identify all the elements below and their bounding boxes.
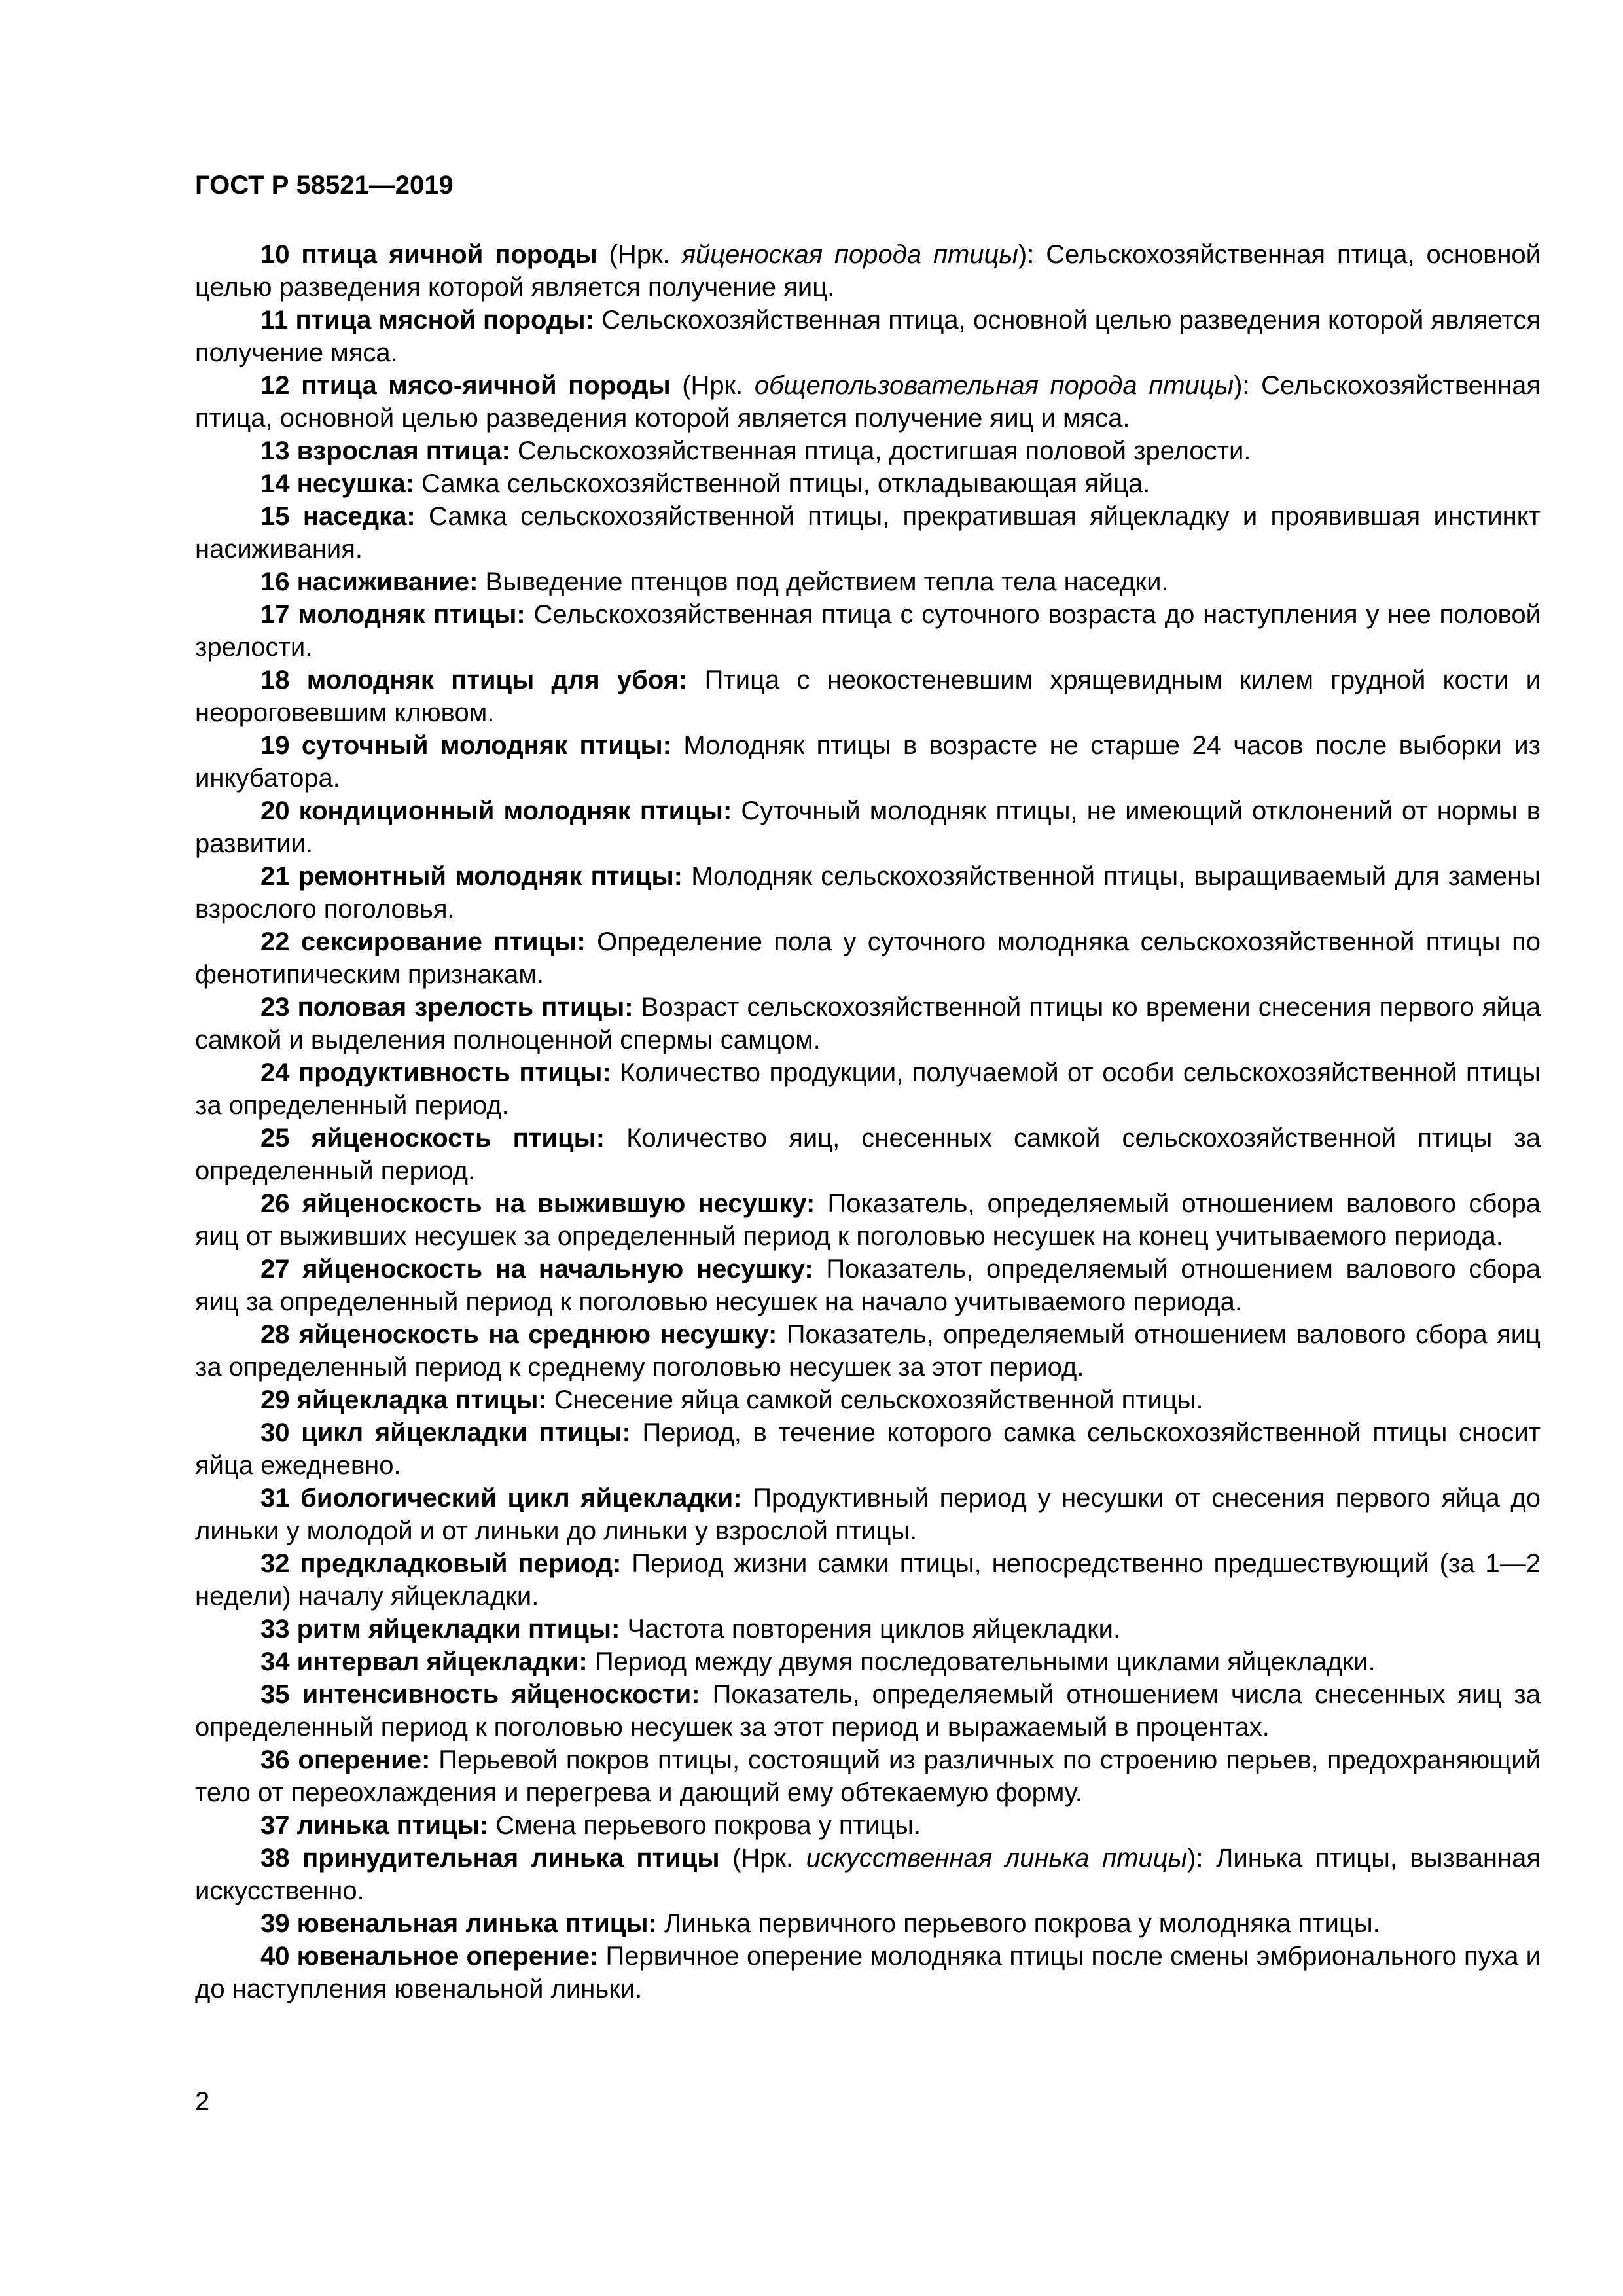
term-definition: Период жизни самки птицы, непосредственно предшествующий (за 1—2 недели) началу яйцекладки. [195, 1549, 1541, 1611]
term-entry-27 [195, 1253, 1541, 1318]
term-definition: Линька первичного перьевого покрова у молодняка птицы. [664, 1909, 1380, 1938]
term-definition: Суточный молодняк птицы, не имеющий отклонений от нормы в развитии. [195, 797, 1541, 858]
term-entry-12: 12 птица мясо-яичной породы (Нрк. общепользовательная порода птицы): Сельскохозяйственная птица, основной целью разведения которой является получение яиц и мяса. [195, 371, 1541, 433]
term-entry-23 [195, 991, 1541, 1056]
term-definition: Смена перьевого покрова у птицы. [495, 1811, 921, 1840]
term-definition: Показатель, определяемый отношением валового сбора яиц от выживших несушек за определенный период к поголовью несушек на конец учитываемого периода. [195, 1189, 1541, 1251]
term-entry-38: 38 принудительная линька птицы (Нрк. искусственная линька птицы): Линька птицы, вызванная искусственно. [195, 1844, 1541, 1905]
term-definition: Молодняк сельскохозяйственной птицы, выращиваемый для замены взрослого поголовья. [195, 862, 1541, 924]
term-entry-22 [195, 925, 1541, 991]
term-entry-33 [195, 1613, 1541, 1645]
term-definition: Определение пола у суточного молодняка сельскохозяйственной птицы по фенотипическим признакам. [195, 927, 1541, 989]
document-header: ГОСТ Р 58521—2019 [195, 171, 454, 200]
term-entry-39 [195, 1907, 1541, 1940]
term-entry-18 [195, 664, 1541, 729]
term-definition: Период, в течение которого самка сельскохозяйственной птицы сносит яйца ежедневно. [195, 1418, 1541, 1480]
deprecated-term: яйценоская порода птицы [681, 240, 1018, 269]
term-definition: Сельскохозяйственная птица, основной целью разведения которой является получение мяса. [195, 306, 1541, 367]
term-definition: Показатель, определяемый отношением валового сбора яиц за определенный период к среднему поголовью несушек за этот период. [195, 1320, 1541, 1382]
term-title: 17 молодняк птицы: [260, 600, 526, 629]
term-entry-31 [195, 1482, 1541, 1547]
term-title: 20 кондиционный молодняк птицы: [260, 797, 732, 825]
term-title: 16 насиживание: [260, 567, 478, 596]
term-definition: Показатель, определяемый отношением валового сбора яиц за определенный период к поголовью несушек на начало учитываемого периода. [195, 1255, 1541, 1316]
term-entry-28 [195, 1318, 1541, 1384]
term-title: 25 яйценоскость птицы: [260, 1124, 605, 1153]
page-number: 2 [195, 2087, 210, 2116]
term-definition: Молодняк птицы в возрасте не старше 24 часов после выборки из инкубатора. [195, 731, 1541, 793]
term-definition: Сельскохозяйственная птица, основной целью разведения которой является получение яиц и мяса. [195, 371, 1541, 433]
terms-list [195, 238, 1541, 2005]
term-entry-15 [195, 500, 1541, 565]
term-definition: Количество продукции, получаемой от особи сельскохозяйственной птицы за определенный период. [195, 1058, 1541, 1120]
term-title: 10 птица яичной породы [260, 240, 597, 269]
term-title: 21 ремонтный молодняк птицы: [260, 862, 683, 891]
term-entry-24 [195, 1056, 1541, 1122]
term-entry-17 [195, 598, 1541, 664]
term-title: 28 яйценоскость на среднюю несушку: [260, 1320, 777, 1349]
term-definition: Самка сельскохозяйственной птицы, откладывающая яйца. [421, 469, 1150, 498]
term-definition: Выведение птенцов под действием тепла тела наседки. [485, 567, 1169, 596]
term-definition: Частота повторения циклов яйцекладки. [627, 1615, 1121, 1643]
term-title: 34 интервал яйцекладки: [260, 1647, 588, 1676]
term-definition: Возраст сельскохозяйственной птицы ко времени снесения первого яйца самкой и выделения полноценной спермы самцом. [195, 993, 1541, 1054]
deprecated-term: общепользовательная порода птицы [754, 371, 1234, 400]
term-entry-36 [195, 1744, 1541, 1809]
term-definition: Сельскохозяйственная птица, основной целью разведения которой является получение яиц. [195, 240, 1541, 302]
term-title: 37 линька птицы: [260, 1811, 489, 1840]
term-entry-19 [195, 729, 1541, 795]
term-title: 39 ювенальная линька птицы: [260, 1909, 657, 1938]
term-title: 36 оперение: [260, 1746, 431, 1774]
term-title: 12 птица мясо-яичной породы [260, 371, 671, 400]
term-entry-34 [195, 1645, 1541, 1678]
term-definition: Первичное оперение молодняка птицы после смены эмбрионального пуха и до наступления ювенальной линьки. [195, 1942, 1541, 2003]
term-title: 33 ритм яйцекладки птицы: [260, 1615, 620, 1643]
term-title: 22 сексирование птицы: [260, 927, 586, 956]
term-entry-32 [195, 1547, 1541, 1613]
term-title: 32 предкладковый период: [260, 1549, 622, 1578]
term-title: 31 биологический цикл яйцекладки: [260, 1484, 742, 1513]
term-title: 18 молодняк птицы для убоя: [260, 666, 688, 694]
term-title: 30 цикл яйцекладки птицы: [260, 1418, 631, 1447]
term-definition: Продуктивный период у несушки от снесения первого яйца до линьки у молодой и от линьки до линьки у взрослой птицы. [195, 1484, 1541, 1545]
term-title: 38 принудительная линька птицы [260, 1844, 720, 1873]
term-title: 24 продуктивность птицы: [260, 1058, 611, 1087]
term-title: 35 интенсивность яйценоскости: [260, 1680, 700, 1709]
term-entry-10: 10 птица яичной породы (Нрк. яйценоская порода птицы): Сельскохозяйственная птица, основной целью разведения которой является получение яиц. [195, 240, 1541, 302]
term-entry-40 [195, 1940, 1541, 2005]
term-definition: Самка сельскохозяйственной птицы, прекратившая яйцекладку и проявившая инстинкт насиживания. [195, 502, 1541, 564]
term-definition: Линька птицы, вызванная искусственно. [195, 1844, 1541, 1905]
term-entry-16 [195, 565, 1541, 598]
term-definition: Период между двумя последовательными циклами яйцекладки. [594, 1647, 1376, 1676]
term-entry-21 [195, 860, 1541, 925]
term-definition: Сельскохозяйственная птица с суточного возраста до наступления у нее половой зрелости. [195, 600, 1541, 662]
term-entry-37 [195, 1809, 1541, 1842]
term-entry-11 [195, 304, 1541, 369]
term-definition: Перьевой покров птицы, состоящий из различных по строению перьев, предохраняющий тело от переохлаждения и перегрева и дающий ему обтекаемую форму. [195, 1746, 1541, 1807]
term-definition: Количество яиц, снесенных самкой сельскохозяйственной птицы за определенный период. [195, 1124, 1541, 1185]
term-entry-14 [195, 467, 1541, 500]
term-title: 23 половая зрелость птицы: [260, 993, 633, 1022]
term-definition: Показатель, определяемый отношением числа снесенных яиц за определенный период к поголовью несушек за этот период и выражаемый в процентах. [195, 1680, 1541, 1742]
term-entry-35 [195, 1678, 1541, 1744]
term-title: 26 яйценоскость на выжившую несушку: [260, 1189, 815, 1218]
term-entry-20 [195, 795, 1541, 860]
term-title: 13 взрослая птица: [260, 437, 510, 465]
deprecated-term: искусственная линька птицы [806, 1844, 1188, 1873]
term-definition: Сельскохозяйственная птица, достигшая половой зрелости. [517, 437, 1251, 465]
term-title: 19 суточный молодняк птицы: [260, 731, 671, 760]
term-entry-25 [195, 1122, 1541, 1187]
term-definition: Снесение яйца самкой сельскохозяйственной птицы. [554, 1386, 1204, 1414]
term-title: 11 птица мясной породы: [260, 306, 594, 334]
term-entry-30 [195, 1416, 1541, 1482]
term-title: 29 яйцекладка птицы: [260, 1386, 547, 1414]
term-entry-29 [195, 1384, 1541, 1416]
term-title: 14 несушка: [260, 469, 414, 498]
term-entry-26 [195, 1187, 1541, 1253]
term-definition: Птица с неокостеневшим хрящевидным килем грудной кости и неороговевшим клювом. [195, 666, 1541, 727]
term-title: 15 наседка: [260, 502, 416, 531]
term-entry-13 [195, 435, 1541, 467]
term-title: 40 ювенальное оперение: [260, 1942, 599, 1971]
term-title: 27 яйценоскость на начальную несушку: [260, 1255, 813, 1283]
